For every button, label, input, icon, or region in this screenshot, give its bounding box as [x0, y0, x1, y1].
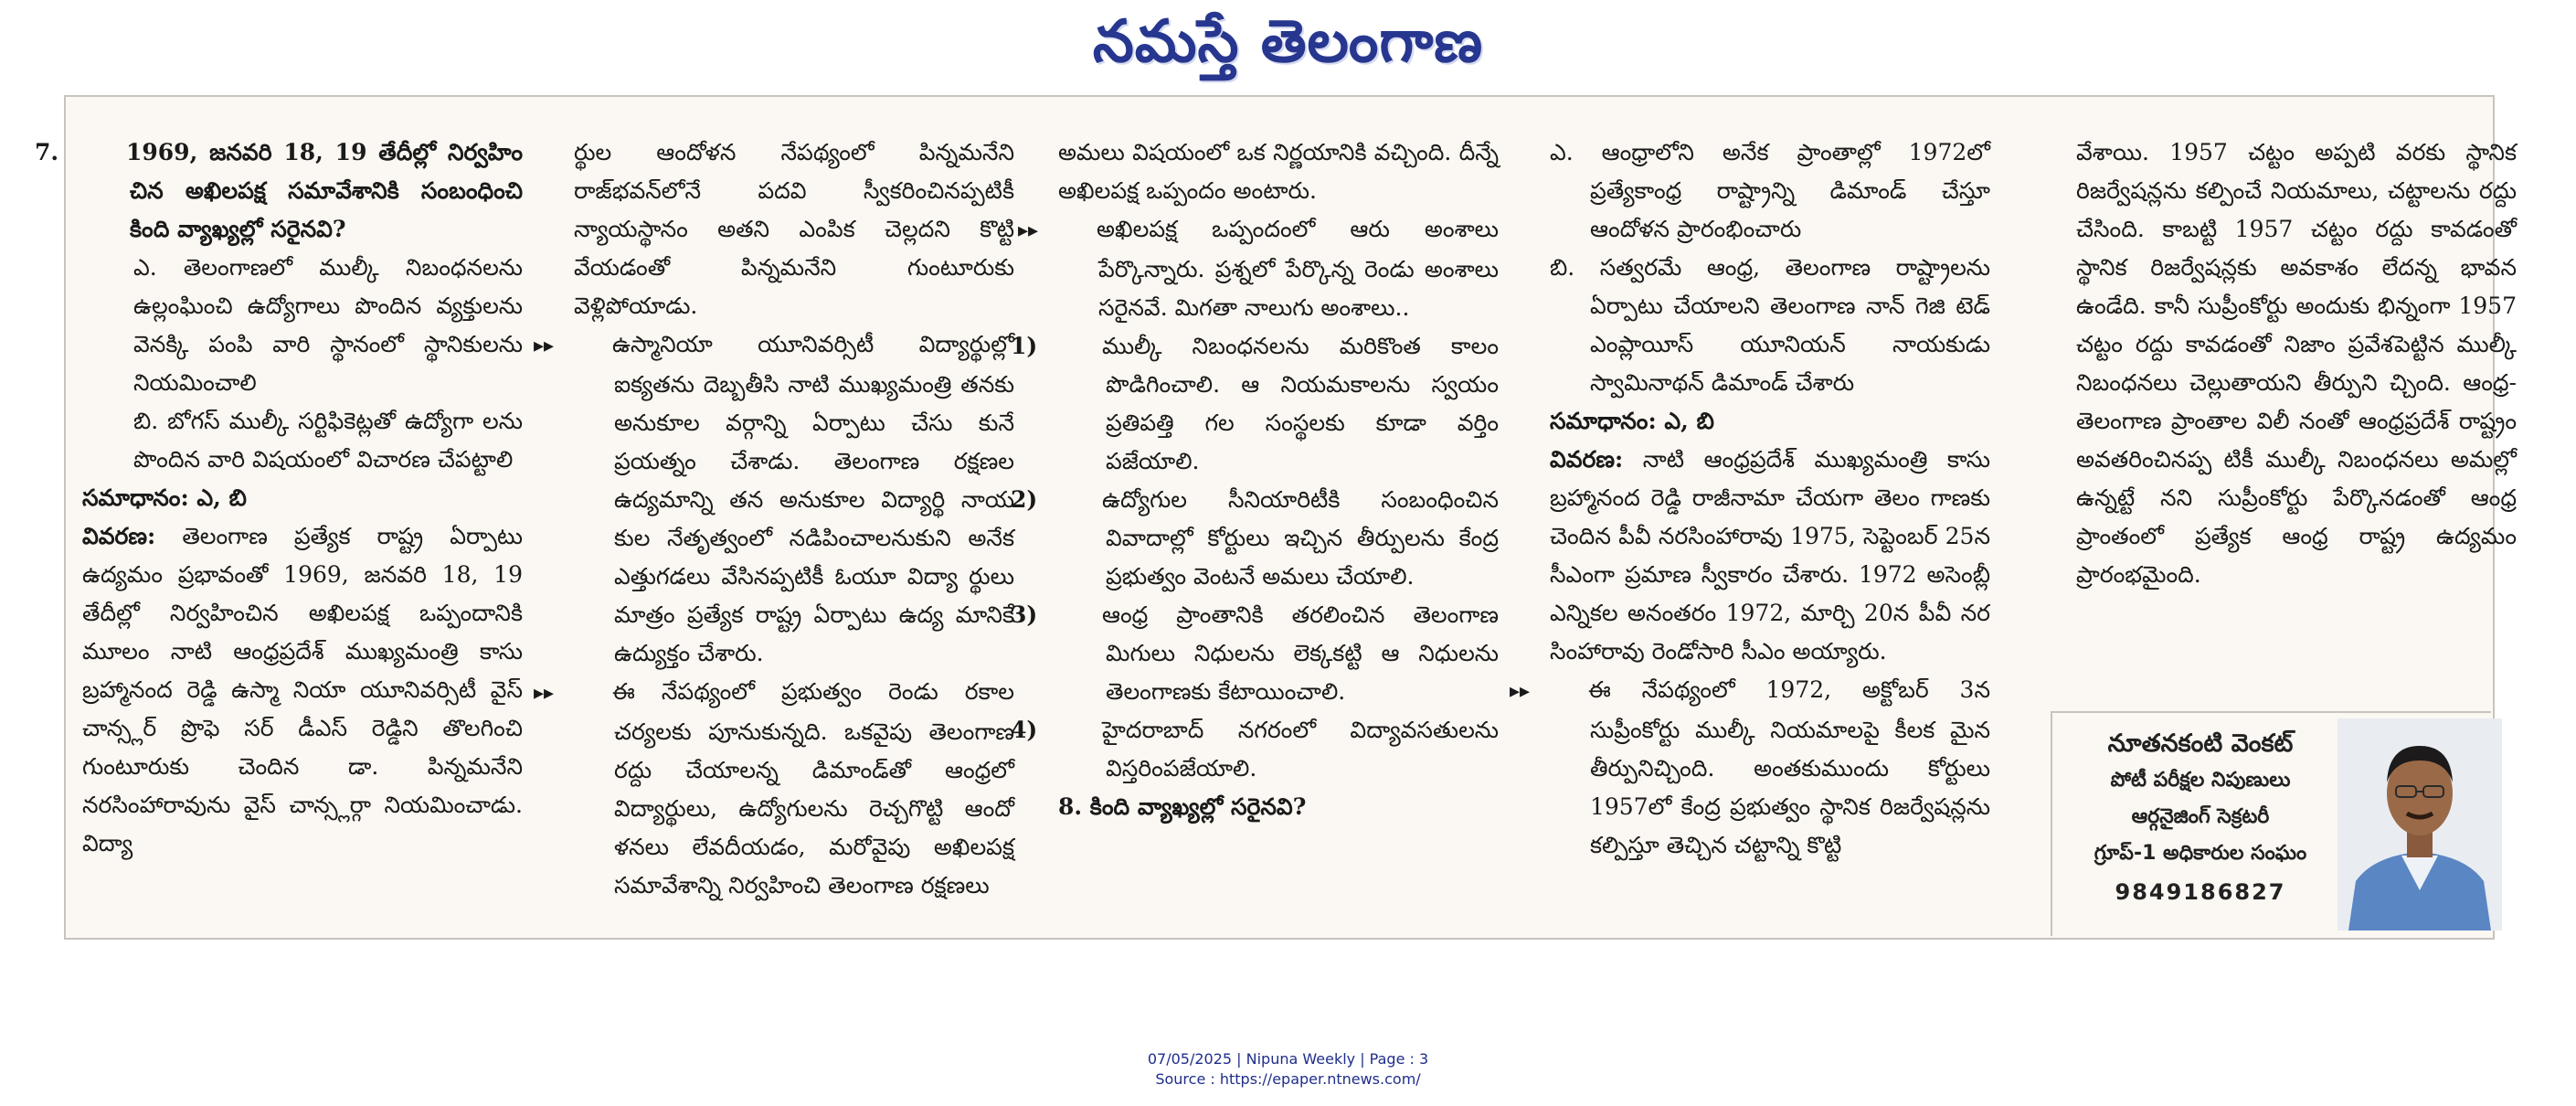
column-3: [1011, 133, 1499, 938]
author-box: [2051, 711, 2491, 936]
footer-date-line: 07/05/2025 | Nipuna Weekly | Page : 3: [1147, 1050, 1429, 1068]
double-arrow-icon: ▸▸: [534, 682, 555, 705]
list-text: హైదరాబాద్ నగరంలో విద్యావసతులను విస్తరింపజేయాలి.: [1102, 717, 1499, 782]
list-number: 2): [1011, 486, 1038, 513]
option-b: బి. బోగస్ ముల్కీ సర్టిఫికెట్లతో ఉద్యోగా లను పొందిన వారి విషయంలో విచారణ చేపట్టాలి: [133, 408, 523, 473]
explanation: [1550, 441, 1990, 671]
explanation-label: వివరణ:: [1550, 446, 1624, 473]
author-details: [2063, 726, 2337, 912]
bullet-text: ఈ నేపథ్యంలో 1972, అక్టోబర్ 3న సుప్రీంకోర్టు ముల్కీ నియమాలపై కీలక మైన తీర్పునిచ్చింది. అంతకుముందు కోర్టులు 1957లో కేంద్ర ప్రభుత్వం స్థానిక రిజర్వేషన్లను కల్పిస్తూ తెచ్చిన చట్టాన్ని కొట్టి: [1588, 676, 1990, 858]
bullet-paragraph: [534, 673, 1014, 905]
masthead-title: నమస్తే తెలంగాణ: [1092, 8, 1484, 76]
question-8: 8. కింది వ్యాఖ్యల్లో సరైనవి?: [1058, 793, 1307, 820]
double-arrow-icon: ▸▸: [1510, 680, 1531, 703]
column-5: [2076, 133, 2517, 700]
list-number: 1): [1011, 333, 1038, 359]
question-7: [35, 133, 523, 249]
answer: సమాధానం: ఎ, బి: [82, 484, 247, 511]
column-4: [1510, 133, 1990, 938]
bullet-paragraph: [1510, 671, 1990, 865]
list-text: ఆంధ్ర ప్రాంతానికి తరలించిన తెలంగాణ మిగులు నిధులను లెక్కకట్టి ఆ నిధులను తెలంగాణకు కేటాయించాలి.: [1102, 601, 1499, 705]
answer: సమాధానం: ఎ, బి: [1550, 408, 1714, 434]
option-a: ఎ. తెలంగాణలో ముల్కీ నిబంధనలను ఉల్లంఘించి ఉద్యోగాలు పొందిన వ్యక్తులను వెనక్కి పంపి వారి స్థానంలో స్థానికులను నియమించాలి: [133, 254, 523, 396]
author-title: పోటీ పరీక్షల నిపుణులు: [2110, 769, 2291, 792]
paragraph: వేశాయి. 1957 చట్టం అప్పటి వరకు స్థానిక రిజర్వేషన్లను కల్పించే నియమాలు, చట్టాలను రద్దు చేసింది. కాబట్టి 1957 చట్టం రద్దు కావడంతో స్థానిక రిజర్వేషన్లకు అవకాశం లేదన్న భావన ఉండేది. కానీ సుప్రీంకోర్టు అందుకు భిన్నంగా 1957 చట్టం రద్దు కావడంతో నిజాం ప్రవేశపెట్టిన ముల్కీ నిబంధనలు చెల్లుతాయని తీర్పుని చ్చింది. ఆంధ్ర-తెలంగాణ ప్రాంతాల విలీ నంతో ఆంధ్రప్రదేశ్ రాష్ట్రం అవతరించినప్ప టికీ ముల్కీ నిబంధనలు అమల్లో ఉన్నట్టే నని సుప్రీంకోర్టు పేర్కొనడంతో ఆంధ్ర ప్రాంతంలో ప్రత్యేక ఆంధ్ర రాష్ట్ర ఉద్యమం ప్రారంభమైంది.: [2076, 139, 2517, 588]
bullet-text: ఈ నేపథ్యంలో ప్రభుత్వం రెండు రకాల చర్యలకు పూనుకున్నది. ఒకవైపు తెలంగాణ రద్దు చేయాలన్న డిమాండ్‌తో ఆంధ్రలో విద్యార్థులు, ఉద్యోగులను రెచ్చగొట్టి ఆందో ళనలు లేవదీయడం, మరోవైపు అఖిలపక్ష సమావేశాన్ని నిర్వహించి తెలంగాణ రక్షణలు: [612, 678, 1014, 899]
list-item: [1011, 327, 1499, 481]
question-number: 7.: [35, 139, 59, 165]
list-item: [1011, 596, 1499, 711]
paragraph: అమలు విషయంలో ఒక నిర్ణయానికి వచ్చింది. దీన్నే అఖిలపక్ష ఒప్పందం అంటారు.: [1058, 139, 1499, 204]
option-b: బి. సత్వరమే ఆంధ్ర, తెలంగాణ రాష్ట్రాలను ఏర్పాటు చేయాలని తెలంగాణ నాన్ గెజి టెడ్ ఎంప్లాయీస్ యూనియన్ నాయకుడు స్వామినాథన్ డిమాండ్ చేశారు: [1550, 254, 1990, 396]
explanation-text: నాటి ఆంధ్రప్రదేశ్ ముఖ్యమంత్రి కాసు బ్రహ్మానంద రెడ్డి రాజీనామా చేయగా తెలం గాణకు చెందిన పీవీ నరసింహారావు 1975, సెప్టెంబర్ 25న సీఎంగా ప్రమాణ స్వీకారం చేశారు. 1972 అసెంబ్లీ ఎన్నికల అనంతరం 1972, మార్చి 20న పీవీ నర సింహారావు రెండోసారి సీఎం అయ్యారు.: [1550, 446, 1990, 665]
list-number: 4): [1011, 717, 1038, 743]
author-photo: [2337, 718, 2502, 931]
question-text: 1969, జనవరి 18, 19 తేదీల్లో నిర్వహిం చిన అఖిలపక్ష సమావేశానికి సంబంధించి కింది వ్యాఖ్యల్లో సరైనవి?: [126, 139, 523, 242]
author-organization: గ్రూప్-1 అధికారుల సంఘం: [2094, 842, 2307, 865]
explanation-text: తెలంగాణ ప్రత్యేక రాష్ట్ర ఏర్పాటు ఉద్యమం ప్రభావంతో 1969, జనవరి 18, 19 తేదీల్లో నిర్వహించిన అఖిలపక్ష ఒప్పందానికి మూలం నాటి ఆంధ్రప్రదేశ్ ముఖ్యమంత్రి కాసు బ్రహ్మానంద రెడ్డి ఉస్మా నియా యూనివర్సిటీ వైస్ చాన్స్లర్ ప్రొఫె సర్ డీఎస్ రెడ్డిని తొలగించి గుంటూరుకు చెందిన డా. పిన్నమనేని నరసింహారావును వైస్ చాన్స్లర్గా నియమించాడు. విద్యా: [82, 523, 523, 856]
double-arrow-icon: ▸▸: [1018, 219, 1039, 242]
option-a: ఎ. ఆంధ్రాలోని అనేక ప్రాంతాల్లో 1972లో ప్రత్యేకాంధ్ర రాష్ట్రాన్ని డిమాండ్ చేస్తూ ఆందోళన ప్రారంభించారు: [1550, 139, 1990, 242]
list-text: ముల్కీ నిబంధనలను మరికొంత కాలం పొడిగించాలి. ఆ నియమకాలను స్వయం ప్రతిపత్తి గల సంస్థలకు కూడా వర్తిం పజేయాలి.: [1102, 333, 1499, 474]
list-number: 3): [1011, 601, 1038, 628]
paragraph: ర్థుల ఆందోళన నేపథ్యంలో పిన్నమనేని రాజ్‌భవన్‌లోనే పదవి స్వీకరించినప్పటికీ న్యాయస్థానం అతని ఎంపిక చెల్లదని కొట్టి వేయడంతో పిన్నమనేని గుంటూరుకు వెళ్లిపోయాడు.: [574, 139, 1014, 319]
bullet-paragraph: [1018, 210, 1499, 327]
footer: [0, 1049, 2576, 1090]
footer-source-line: Source : https://epaper.ntnews.com/: [1155, 1070, 1421, 1088]
bullet-text: ఉస్మానియా యూనివర్సిటీ విద్యార్థుల్లో ఐక్యతను దెబ్బతీసి నాటి ముఖ్యమంత్రి తనకు అనుకూల వర్గాన్ని ఏర్పాటు చేసు కునే ప్రయత్నం చేశాడు. తెలంగాణ రక్షణల ఉద్యమాన్ని తన అనుకూల విద్యార్థి నాయ కుల నేతృత్వంలో నడిపించాలనుకుని అనేక ఎత్తుగడలు వేసినప్పటికీ ఓయూ విద్యా ర్థులు మాత్రం ప్రత్యేక రాష్ట్ర ఏర్పాటు ఉద్య మానికే ఉద్యుక్తం చేశారు.: [612, 331, 1014, 666]
article-panel: [35, 95, 2517, 940]
column-2: [534, 133, 1014, 938]
bullet-text: అఖిలపక్ష ఒప్పందంలో ఆరు అంశాలు పేర్కొన్నారు. ప్రశ్నలో పేర్కొన్న రెండు అంశాలు సరైనవే. మిగతా నాలుగు అంశాలు..: [1097, 216, 1499, 321]
bullet-paragraph: [534, 325, 1014, 673]
column-1: [35, 133, 523, 938]
double-arrow-icon: ▸▸: [534, 335, 555, 357]
list-item: [1011, 711, 1499, 788]
explanation-label: వివరణ:: [82, 523, 156, 549]
author-name: నూతనకంటి వెంకట్: [2107, 729, 2294, 758]
masthead: [0, 0, 2576, 90]
author-portrait-icon: [2337, 718, 2502, 931]
explanation: [82, 517, 523, 863]
list-text: ఉద్యోగుల సీనియారిటీకి సంబంధించిన వివాదాల్లో కోర్టులు ఇచ్చిన తీర్పులను కేంద్ర ప్రభుత్వం వెంటనే అమలు చేయాలి.: [1102, 486, 1499, 590]
list-item: [1011, 481, 1499, 596]
author-phone: 9849186827: [2115, 879, 2286, 905]
author-role: ఆర్గనైజింగ్ సెక్రటరీ: [2131, 805, 2270, 828]
